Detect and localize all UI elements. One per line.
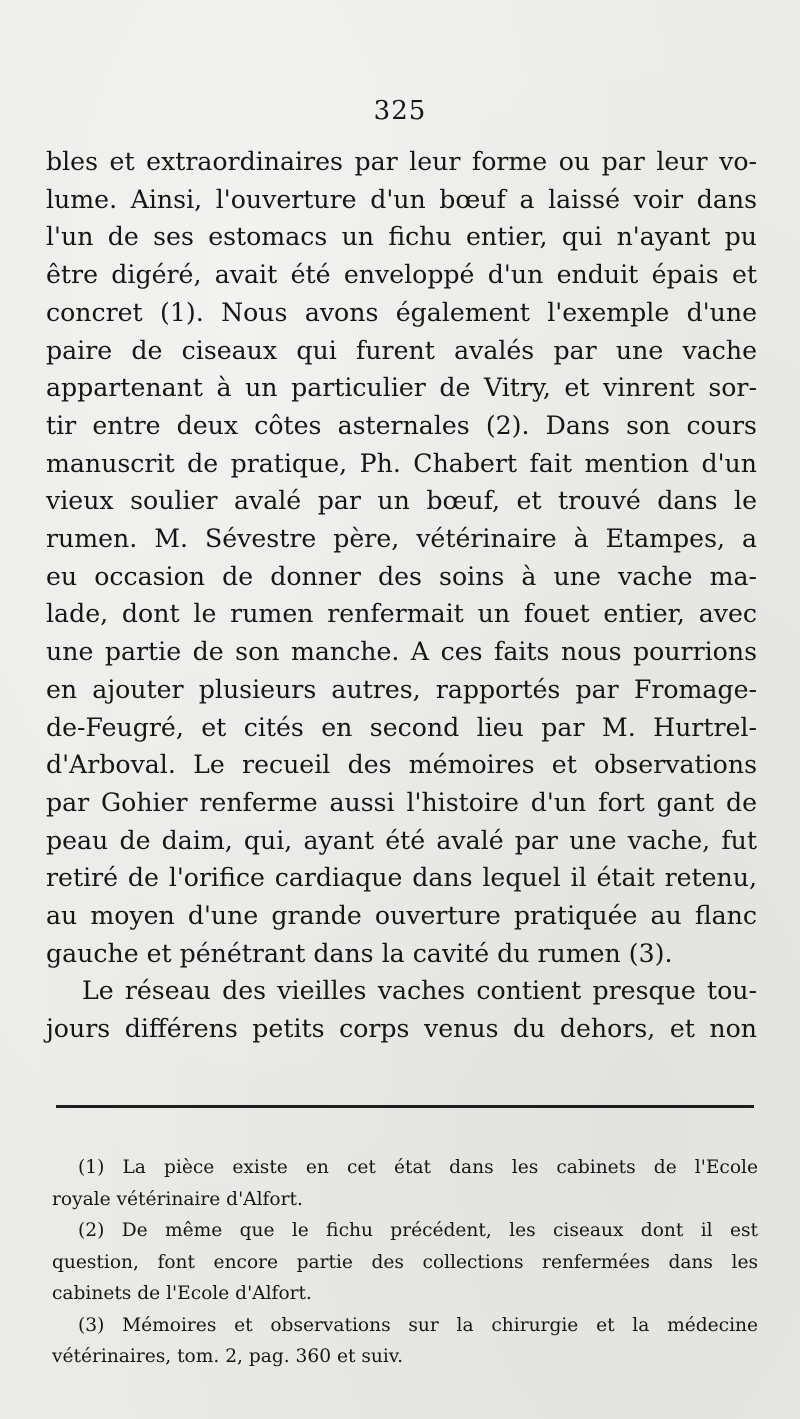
text-line: au moyen d'une grande ouverture pratiquée au flanc <box>46 901 757 931</box>
text-line: lume. Ainsi, l'ouverture d'un bœuf a laissé voir dans <box>46 184 757 214</box>
footnotes <box>52 1152 758 1373</box>
text-line: retiré de l'orifice cardiaque dans lequel il était retenu, <box>46 863 757 893</box>
text-line: tir entre deux côtes asternales (2). Dans son cours <box>46 410 757 440</box>
text-line: peau de daim, qui, ayant été avalé par une vache, fut <box>46 825 757 855</box>
text-line: appartenant à un particulier de Vitry, et vinrent sor- <box>46 373 757 403</box>
footnote-line: cabinets de l'Ecole d'Alfort. <box>52 1283 312 1304</box>
footnote-line: royale vétérinaire d'Alfort. <box>52 1188 303 1210</box>
text-line: lade, dont le rumen renfermait un fouet entier, avec <box>46 599 757 629</box>
text-line: eu occasion de donner des soins à une vache ma- <box>46 561 757 591</box>
footnote-line: (1) La pièce existe en cet état dans les cabinets de l'Ecole <box>78 1157 758 1178</box>
text-line: jours différens petits corps venus du dehors, et non <box>46 1014 757 1044</box>
text-line: l'un de ses estomacs un fichu entier, qui n'ayant pu <box>46 222 757 252</box>
text-line: par Gohier renferme aussi l'histoire d'un fort gant de <box>46 787 757 817</box>
footnote-line: (2) De même que le fichu précédent, les ciseaux dont il est <box>78 1220 758 1241</box>
text-line: manuscrit de pratique, Ph. Chabert fait mention d'un <box>46 448 757 478</box>
page-number: 325 <box>373 96 427 126</box>
footnote-line: vétérinaires, tom. 2, pag. 360 et suiv. <box>52 1346 404 1367</box>
text-line: Le réseau des vieilles vaches contient presque tou- <box>82 976 757 1006</box>
footnote-divider <box>56 1105 754 1108</box>
text-line: concret (1). Nous avons également l'exemple d'une <box>46 297 757 327</box>
text-line: gauche et pénétrant dans la cavité du rumen (3). <box>46 938 673 968</box>
text-line: être digéré, avait été enveloppé d'un enduit épais et <box>46 260 757 290</box>
text-line: une partie de son manche. A ces faits nous pourrions <box>46 637 757 667</box>
text-line: d'Arboval. Le recueil des mémoires et observations <box>46 750 757 780</box>
text-line: paire de ciseaux qui furent avalés par une vache <box>46 335 757 365</box>
text-line: en ajouter plusieurs autres, rapportés par Fromage- <box>46 674 757 704</box>
body-text <box>46 143 757 1048</box>
text-line: de-Feugré, et cités en second lieu par M. Hurtrel- <box>46 712 757 742</box>
footnote-line: question, font encore partie des collections renfermées dans les <box>52 1251 758 1273</box>
text-line: vieux soulier avalé par un bœuf, et trouvé dans le <box>46 486 757 516</box>
footnote-line: (3) Mémoires et observations sur la chirurgie et la médecine <box>78 1314 758 1336</box>
text-line: bles et extraordinaires par leur forme ou par leur vo- <box>46 147 757 176</box>
text-line: rumen. M. Sévestre père, vétérinaire à Etampes, a <box>46 524 757 554</box>
